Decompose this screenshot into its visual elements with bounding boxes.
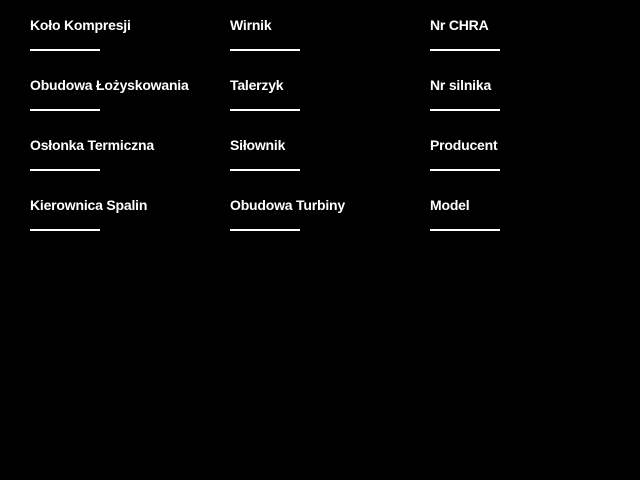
field-oslonka-termiczna: [30, 138, 230, 198]
field-kolo-kompresji: [30, 18, 230, 78]
field-label: Obudowa Łożyskowania: [30, 77, 189, 93]
blank-value-line: [430, 49, 500, 51]
turbo-parts-form: [30, 18, 630, 258]
field-talerzyk: [230, 78, 430, 138]
blank-value-line: [30, 229, 100, 231]
field-label: Talerzyk: [230, 77, 284, 93]
field-label: Nr CHRA: [430, 17, 489, 33]
field-label: Osłonka Termiczna: [30, 137, 154, 153]
field-nr-chra: [430, 18, 630, 78]
field-wirnik: [230, 18, 430, 78]
blank-value-line: [30, 49, 100, 51]
blank-value-line: [30, 169, 100, 171]
field-label: Nr silnika: [430, 77, 492, 93]
field-label: Model: [430, 197, 470, 213]
field-obudowa-lozyskowania: [30, 78, 230, 138]
field-label: Siłownik: [230, 137, 286, 153]
blank-value-line: [430, 229, 500, 231]
field-model: [430, 198, 630, 258]
blank-value-line: [230, 169, 300, 171]
field-label: Producent: [430, 137, 498, 153]
blank-value-line: [230, 229, 300, 231]
blank-value-line: [430, 109, 500, 111]
field-producent: [430, 138, 630, 198]
blank-value-line: [230, 109, 300, 111]
blank-value-line: [430, 169, 500, 171]
field-label: Koło Kompresji: [30, 17, 131, 33]
field-nr-silnika: [430, 78, 630, 138]
field-kierownica-spalin: [30, 198, 230, 258]
field-obudowa-turbiny: [230, 198, 430, 258]
field-silownik: [230, 138, 430, 198]
field-label: Wirnik: [230, 17, 272, 33]
blank-value-line: [30, 109, 100, 111]
blank-value-line: [230, 49, 300, 51]
field-label: Obudowa Turbiny: [230, 197, 345, 213]
field-label: Kierownica Spalin: [30, 197, 148, 213]
